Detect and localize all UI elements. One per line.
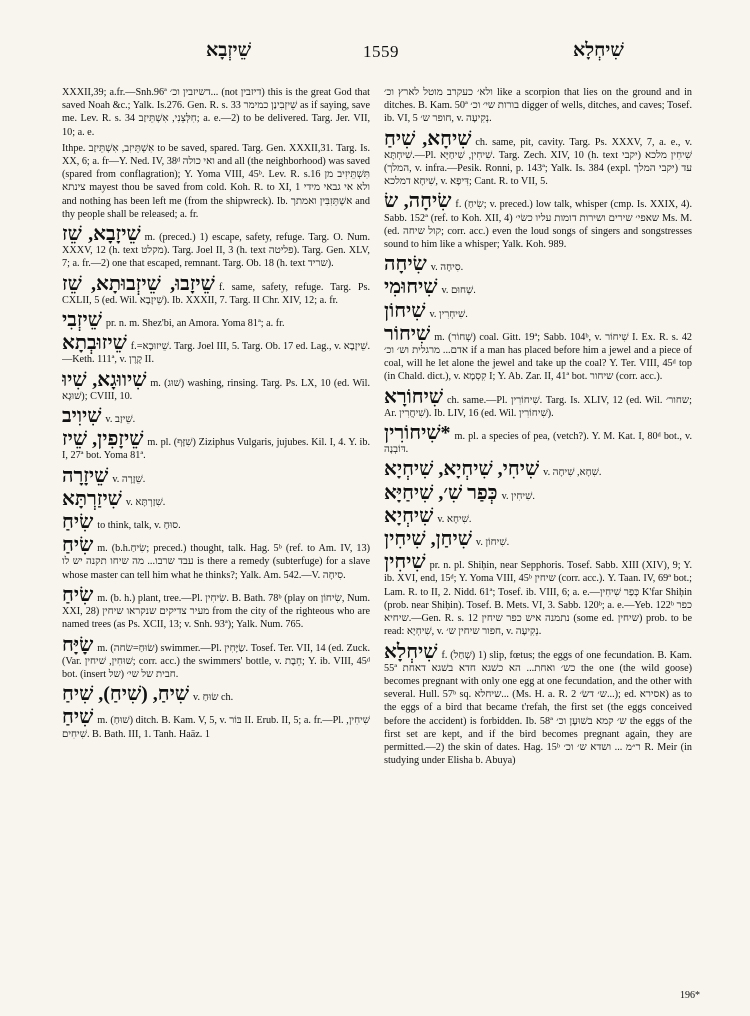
entry-text: f. (שִׂיחַ; v. preced.) low talk, whisper (cmp. Is. XXIX, 4). Sabb. 152ª (ref. to Koh. XII, 4) שאפי׳ שירים ושירות דומות עליו כשׂי׳ Ms. M. (ed. קול שיחה; corr. acc.) even the loud songs of singers and songstresses sound to him like a whisper; Yalk. Koh. 989. [384,199,692,251]
dictionary-entry [62,512,370,532]
dictionary-entry [384,387,692,420]
dictionary-entry [62,489,370,509]
entry-text: v. שִׁיחָא. [437,513,472,525]
signature-mark: 196* [680,990,700,1001]
dictionary-entry [62,274,370,307]
entry-headword: שֵׁיזָרָה [62,464,109,487]
entry-text: v. שִׁזַרְתָּא. [125,496,166,508]
dictionary-entry [384,506,692,526]
entry-text: v. סִיחָה. [430,262,464,274]
entry-headword: שִׁיחַ [62,706,94,729]
entry-text: m. pl. (שִׁזָּף) Ziziphus Vulgaris, jujubes. Kil. I, 4. Y. ib. I, 27ª bot. Yoma 81ª. [62,437,370,462]
entry-headword: שִׁיוִיב [62,405,102,428]
entry-text: m. (שׂוּחַ=שׂחה) swimmer.—Pl. שַׂיָּחִין. Tosef. Ter. VII, 14 (ed. Zuck. (Var. שׁוּחִין, שׁיחין; corr. acc.) the swimmers' bottle, v. חֵבֶת; Y. ib. VIII, 45ᵈ bot. (insert של) חבית של שי׳. [62,642,370,680]
dictionary-entry [62,86,370,139]
entry-text: m. (b.h.שִׂיחַ; preced.) thought, talk. Hag. 5ᵇ (ref. to Am. IV, 13) עבד שרבו... מה שיחו תקנה יש לו is there a remedy (subterfuge) for a slave whose master can tell him what he thinks?; Yalk. Am. 542.—V. סִיחָה. [62,543,370,581]
entry-headword: שִׂיחַ [62,511,94,534]
dictionary-entry [62,310,370,330]
entry-text: f.=שֵׁיזוּבָא. Targ. Joel III, 5. Targ. Ob. 17 ed. Lag., v. שֵׁיזָבָא.—Keth. 111ª, v. קֶרֶן II. [62,341,370,366]
dictionary-entry [62,535,370,582]
entry-headword: שָׂיָּח [62,633,94,656]
entry-headword: שִׁיחוּמִי [384,276,438,299]
entry-headword: שִׁיחָא, שִׁיחַ [384,127,472,150]
entry-text: ch. same, pit, cavity. Targ. Ps. XXXV, 7, a. e., v. שִׁיחְתָּא.—Pl. שִׁיחִין, שִׁיחַיָּא. Targ. Zech. XIV, 10 (h. text שִׁיחִין מלכא (יקבי המלך), v. infra.—Pesik. Ronni, p. 143ª; Yalk. Is. 384 (expl. יקבי המלך) עד שִׁיחָא דמלכא, v. דִּיפָא; Cant. R. to VII, 5. [384,136,692,188]
entry-text: v. שׂוּחַ ch. [193,692,234,704]
dictionary-entry [384,459,692,479]
right-column [384,86,692,986]
entry-text: ch. same.—Pl. שִׁיחוֹרִין. Targ. Is. XLIV, 12 (ed. Wil. שחור׳; Ar. שִׁיחֲרִין). Ib. LIV, 16 (ed. Wil. שִׁיחוֹרִין). [384,394,692,419]
dictionary-entry [384,129,692,189]
entry-headword: כְּפַר שִׁ׳, שִׁיחַיָּא [384,481,498,504]
entry-text: ולא׳ כעקרב מוטל לארץ וכ׳ like a scorpion that lies on the ground and in ditches. B. Kam. 50ª בורות שי׳ וכ׳ digger of wells, ditches, and caves; Tosef. ib. VI, 5 חופר ש׳, v. נְקִיעָה. [384,87,692,125]
entry-headword: שִׁיחִין [384,551,426,574]
dictionary-entry [384,301,692,321]
entry-text: v. שִׁיחְרִין. [429,308,468,320]
dictionary-entry [384,277,692,297]
entry-headword: שִׁיחְיָא [384,504,434,527]
entry-text: v. שִׁיחִין. [501,490,535,502]
entry-text: to think, talk, v. סוּחַ. [97,520,181,532]
entry-text: v. שְׁחוּם. [441,285,476,297]
dictionary-entry [384,483,692,503]
entry-headword: שִׂיחַ [62,583,94,606]
entry-headword: שִׁיחוֹן [384,299,426,322]
entry-headword: שֵׁיזְבִי [62,309,102,332]
header-right-headword: שִׁיחְלָא [573,40,624,61]
entry-headword: שִׁיחוֹרָא [384,385,444,408]
dictionary-entry [62,635,370,682]
entry-headword: שִׁיחַן, שִׁיחִין [384,528,472,551]
entry-text: pr. n. m. Shez'bi, an Amora. Yoma 81ª; a. fr. [105,318,285,330]
dictionary-entry [62,224,370,271]
entry-text: f. (שְׁחַל) 1) slip, fœtus; the eggs of one fecundation. B. Kam. 55ª כש׳ ואחת... הא כשׁגא חדא בשׁגא דאחת the one (the wild goose) becomes pregnant with only one egg at one fecundation, and the other with several. Hull. 57ᵇ sq. שיחלא... (Ms. H. a. R. 2 ש׳ דשׂ׳...); ed. אסירא) as to the eggs of a bird that became t'refah, the first set (the eggs conceived before the accident) is forbidden. Ib. 58ª ש׳ קמא בשׁוּעָן וכ׳ the eggs of the first set are kept, and if the bird becomes pregnant again, they are permitted.—2) the skin of dates. Hag. 15ᵇ ר״מ ... ושדא ש׳ וכ׳ R. Meir (in studying under Elisha b. Abuya) [384,649,692,767]
entry-headword: שֵׁיזָבוּ, שֵׁיזְבוּתָא, שֵׁז [62,272,215,295]
entry-headword: שִׁיחִי, שִׁיחְיָא, שִׁיחְיָא [384,458,540,481]
dictionary-entry [62,429,370,462]
entry-text: v. שִׁחָא, שִׁיחָה. [543,467,602,479]
dictionary-entry [384,254,692,274]
entry-text: pr. n. pl. Shiḥin, near Sepphoris. Tosef. Sabb. XIII (XIV), 9; Y. ib. XVI, end, 15ᵈ; Y. Yoma VIII, 45ᵇ שיחין (corr. acc.). Y. Taan. IV, 69ª bot.; Lam. R. to II, 2. Nidd. 61ª; Tosef. ib. VIII, 6; a. e.—כְּפַר שִׁיחִין K'far Shiḥin (prob. near Shiḥin). Tosef. B. Mets. VI, 3. Sabb. 120ᵇ; a. e.—Yeb. 122ᵇ כפר שיחיא.—Gen. R. s. 12 נתמנה איש כפר שיחין (some ed. שיחין) prob. to be read: שִׁיחְיָא, v. חפור שיחין ש׳, v. נְקִיעָה. [384,560,692,638]
dictionary-entry [62,370,370,403]
dictionary-entry [62,707,370,740]
entry-text: m. (שְׁחוֹר) coal. Gitt. 19ª; Sabb. 104ᵇ, v. שִׁיחוֹר I. Ex. R. s. 42 אדם... מרגלית וש׳ וכ׳ if a man has placed before him a jewel and a piece of coal, will he let alone the jewel and take up the coal? Y. Ter. VIII, 45ᵈ top (in Chald. dict.), v. קִסְמָא I; Y. Ab. Zar. II, 41ª bot. שיחור (corr. acc.). [384,331,692,383]
entry-text: m. (שׁוּחַ) ditch. B. Kam. V, 5, v. בּוֹר II. Erub. II, 5; a. fr.—Pl. שִׁיחִין, שִׁיחִים. B. Bath. III, 1. Tanh. Haäz. 1 [62,715,370,740]
entry-headword: שִׂיחָה [384,253,427,276]
entry-text: Ithpe. אִשְׁתֵּיזִב, אִשְׁתֵּיזַב to be saved, spared. Targ. Gen. XXXII,31. Targ. Is. XX, 6; a. fr—Y. Ned. IV, 38ᵈ ואי כולה and all (the neighborhood) was saved (spared from conflagration); Y. Yoma VIII, 45ᵇ. Lev. R. s.16 תִּשְׁתֵּיזִיב מן צינתא mayest thou be saved from cold. Koh. R. to XI, 1 ולא אי גבאי מידי and nothing has been left me (from the shipwreck). Ib. אשְׁתֵּזִבִּין ואמתך and thy people shall be released; a. fr. [62,142,370,220]
left-column [62,86,370,986]
dictionary-entry [384,423,692,456]
entry-headword: שִׁיחְלָא [384,640,438,663]
entry-headword: שֵׁיזָפִין, שֵׁיז [62,428,144,451]
entry-headword: שִׁיחוֹר [384,322,431,345]
dictionary-entry [62,466,370,486]
entry-headword: שִׂיחַ [62,534,94,557]
entry-headword: שֵׁיזוּבְתָא [62,332,127,355]
entry-text: v. שֵׁזָרָה. [112,473,146,485]
dictionary-entry [384,529,692,549]
dictionary-entry [384,552,692,638]
dictionary-entry [384,191,692,251]
page-header [58,38,698,70]
dictionary-entry [62,585,370,632]
entry-text: f. same, safety, refuge. Targ. Ps. CXLII, 5 (ed. Wil. שֵׁיזָבָא). Ib. XXXII, 7. Targ. II Chr. XIV, 12; a. fr. [62,281,370,306]
dictionary-entry [62,406,370,426]
entry-headword: *שִׁיחוֹרִין [384,422,451,445]
entry-headword: שִׁיזַרְתָּא [62,487,122,510]
dictionary-entry [384,324,692,384]
entry-text: XXXII,39; a.fr.—Snh.96ª דשיזבין וכ׳... (not דיזבין) this is the great God that saved Noah &c.; Yalk. Is.276. Gen. R. s. 33 שֵׁיזְבִינַן כמימר as if saying, save me. Lev. R. s. 34 חִלְּצֵנִי, אִשְׁתֵּיזַב; a. e.—2) to be delivered. Targ. Jer. VII, 10; a. e. [62,87,370,138]
entry-text: v. שֵׁיזַב. [105,414,136,426]
dictionary-entry [384,86,692,126]
entry-text: m. (preced.) 1) escape, safety, refuge. Targ. O. Num. XXXV, 12 (h. text מקלט). Targ. Joel II, 3 (h. text פליטה). Targ. Gen. XLV, 7; a. fr.—2) one that escaped, remnant. Targ. Ob. 18 (h. text שריד). [62,232,370,270]
header-left-headword: שֵׁיזְבָא [206,40,252,61]
entry-headword: שֵׁיזָבָא, שֵׁז [62,223,141,246]
entry-headword: שִׁיחַ, (שִׁיחַ), שִׁיחַ [62,683,190,706]
entry-text: v. שִׁיחוֹן. [475,537,510,549]
dictionary-entry [62,684,370,704]
dictionary-entry [384,642,692,768]
page-number: 1559 [363,42,399,61]
dictionary-columns [62,86,704,986]
entry-text: m. (שׁוּג) washing, rinsing. Targ. Ps. LX, 10 (ed. Wil. שׁוּגָא); CVIII, 10. [62,377,370,402]
entry-headword: שִׂיחָה, שׂ [384,190,452,213]
entry-headword: שִׁיווּגָא, שִׁיוּ [62,368,147,391]
entry-text: m. pl. a species of pea, (vetch?). Y. M. Kat. I, 80ᵈ bot., v. דּוֹבְנָה. [384,431,692,456]
dictionary-entry [62,333,370,366]
entry-text: m. (b. h.) plant, tree.—Pl. שִׂיחִין. B. Bath. 78ᵇ (play on שִׂיחוֹן, Num. XXI, 28) מעיר צדיקים שנקראו שיחין from the city of the righteous who are named trees (as Ps. XCII, 13; v. Snh. 93ª); Yalk. Num. 765. [62,592,370,631]
dictionary-entry [62,142,370,221]
